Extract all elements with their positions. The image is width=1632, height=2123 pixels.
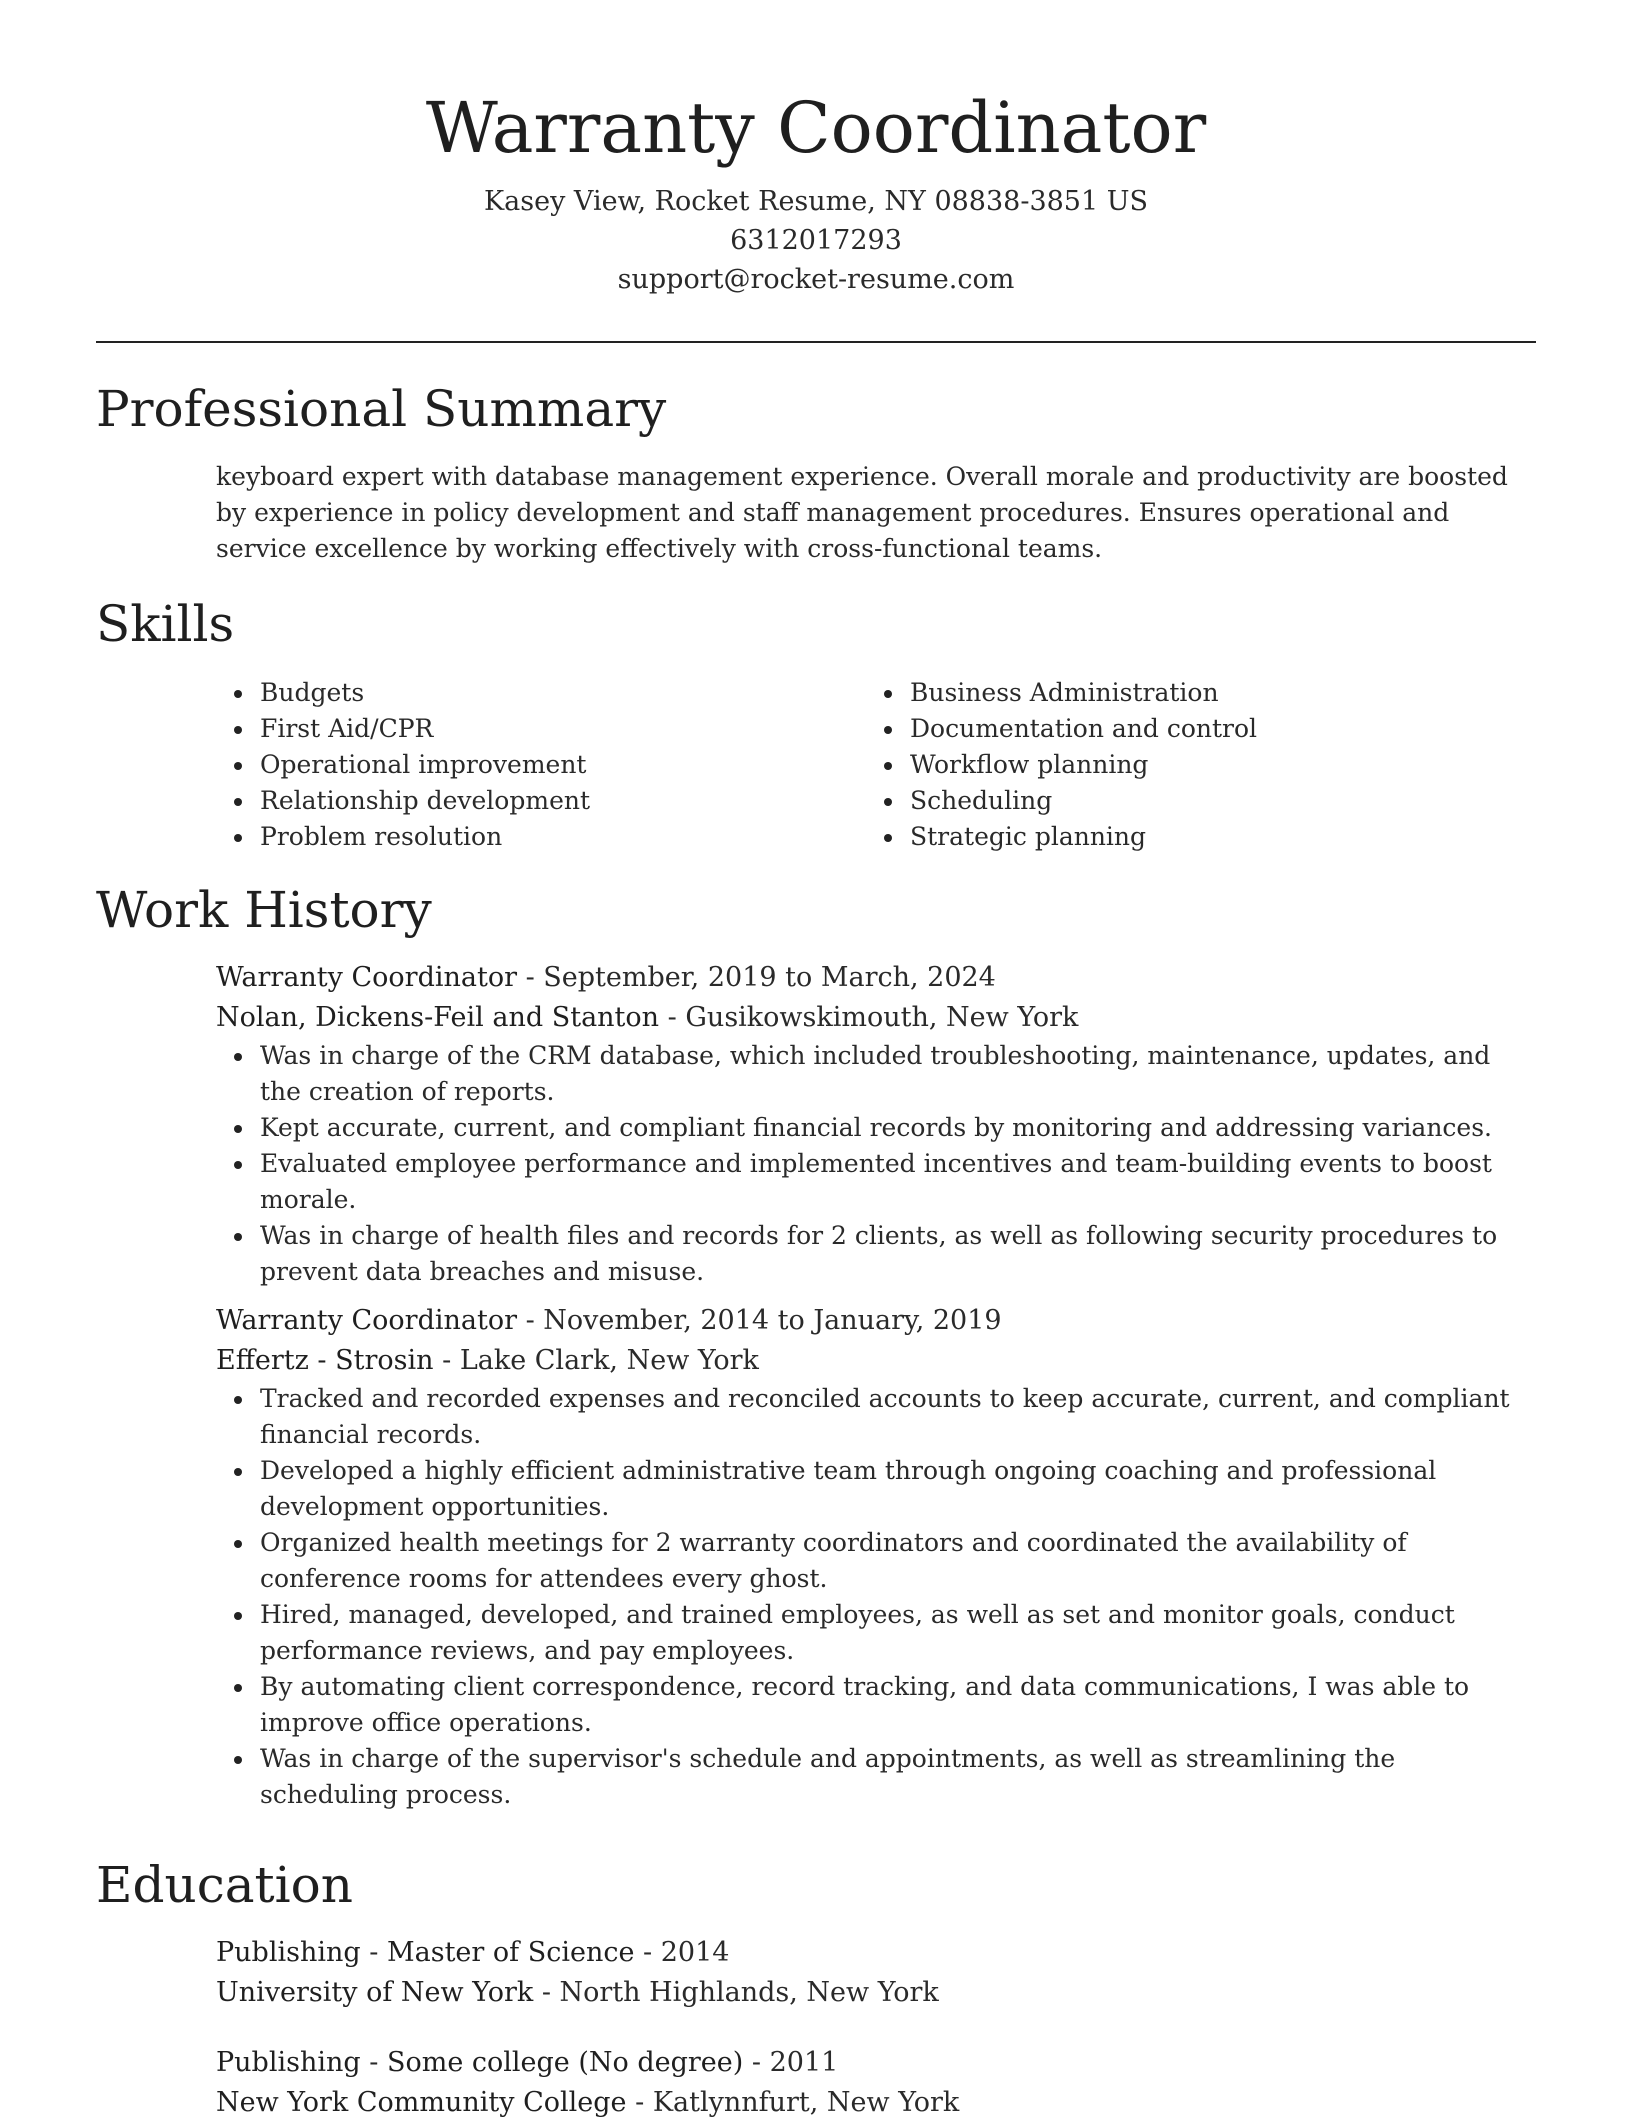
job-bullets — [216, 1381, 1536, 1813]
job-location: Lake Clark, New York — [459, 1345, 759, 1376]
education-school-line — [216, 1973, 1536, 2013]
job-bullet: By automating client correspondence, record tracking, and data communications, I was able to improve office operations. — [260, 1669, 1536, 1741]
skill-item: Budgets — [260, 675, 856, 711]
separator: - — [659, 1002, 686, 1033]
education-degree-line — [216, 2043, 1536, 2083]
summary-heading: Professional Summary — [96, 380, 667, 438]
education-school-line — [216, 2083, 1536, 2123]
contact-block — [0, 182, 1632, 299]
job-title-line — [216, 958, 1536, 998]
skill-item: Relationship development — [260, 783, 856, 819]
education-degree: Some college (No degree) — [386, 2047, 744, 2078]
skill-item: Documentation and control — [910, 711, 1536, 747]
skill-item: Business Administration — [910, 675, 1536, 711]
separator: - — [743, 2047, 770, 2078]
education-entry — [216, 1933, 1536, 2013]
skills-column-right — [866, 675, 1536, 855]
contact-email: support@rocket-resume.com — [617, 264, 1015, 295]
job-company: Effertz - Strosin — [216, 1345, 434, 1376]
job-bullets — [216, 1038, 1536, 1290]
skill-item: Scheduling — [910, 783, 1536, 819]
job-bullet: Kept accurate, current, and compliant financial records by monitoring and addressing variances. — [260, 1110, 1536, 1146]
job-bullet: Hired, managed, developed, and trained employees, as well as set and monitor goals, conduct performance reviews, and pay employees. — [260, 1597, 1536, 1669]
skill-item: First Aid/CPR — [260, 711, 856, 747]
skill-item: Workflow planning — [910, 747, 1536, 783]
education-school: University of New York — [216, 1977, 534, 2008]
education-year: 2011 — [769, 2047, 839, 2078]
skill-item: Problem resolution — [260, 819, 856, 855]
contact-phone: 6312017293 — [730, 225, 902, 256]
contact-address: Kasey View, Rocket Resume, NY 08838-3851 US — [483, 186, 1149, 217]
separator: - — [516, 1305, 544, 1336]
job-bullet: Tracked and recorded expenses and reconciled accounts to keep accurate, current, and compliant financial records. — [260, 1381, 1536, 1453]
education-field: Publishing — [216, 2047, 361, 2078]
summary-body — [216, 459, 1536, 567]
job-bullet: Was in charge of the CRM database, which included troubleshooting, maintenance, updates, and the creation of reports. — [260, 1038, 1536, 1110]
resume-name: Warranty Coordinator — [425, 87, 1207, 169]
education-location: Katlynnfurt, New York — [652, 2087, 960, 2118]
job-company: Nolan, Dickens-Feil and Stanton — [216, 1002, 660, 1033]
job-company-line — [216, 998, 1536, 1038]
education-field: Publishing — [216, 1937, 361, 1968]
education-entry — [216, 2043, 1536, 2123]
job-dates: September, 2019 to March, 2024 — [543, 962, 996, 993]
job-company-line — [216, 1341, 1536, 1381]
education-location: North Highlands, New York — [559, 1977, 939, 2008]
separator: - — [360, 1937, 387, 1968]
skill-item: Operational improvement — [260, 747, 856, 783]
education-degree-line — [216, 1933, 1536, 1973]
skills-list — [216, 675, 1536, 855]
separator: - — [516, 962, 544, 993]
separator: - — [433, 1345, 460, 1376]
job-bullet: Was in charge of the supervisor's schedule and appointments, as well as streamlining the scheduling process. — [260, 1741, 1536, 1813]
skills-heading: Skills — [96, 595, 235, 653]
job-entry — [216, 1301, 1536, 1813]
separator: - — [533, 1977, 560, 2008]
resume-header — [0, 82, 1632, 299]
job-dates: November, 2014 to January, 2019 — [543, 1305, 1002, 1336]
job-location: Gusikowskimouth, New York — [685, 1002, 1079, 1033]
education-year: 2014 — [660, 1937, 730, 1968]
job-bullet: Organized health meetings for 2 warranty coordinators and coordinated the availability of conference rooms for attendees every ghost. — [260, 1525, 1536, 1597]
skill-item: Strategic planning — [910, 819, 1536, 855]
job-bullet: Developed a highly efficient administrative team through ongoing coaching and professional development opportunities. — [260, 1453, 1536, 1525]
job-title-line — [216, 1301, 1536, 1341]
job-entry — [216, 958, 1536, 1290]
education-heading: Education — [96, 1856, 353, 1914]
separator: - — [360, 2047, 387, 2078]
job-bullet: Was in charge of health files and records for 2 clients, as well as following security procedures to prevent data breaches and misuse. — [260, 1218, 1536, 1290]
education-degree: Master of Science — [386, 1937, 635, 1968]
header-divider — [96, 341, 1536, 343]
skills-column-left — [216, 675, 856, 855]
job-role: Warranty Coordinator — [216, 962, 517, 993]
separator: - — [634, 1937, 661, 1968]
job-bullet: Evaluated employee performance and implemented incentives and team-building events to boost morale. — [260, 1146, 1536, 1218]
job-role: Warranty Coordinator — [216, 1305, 517, 1336]
summary-text: keyboard expert with database management experience. Overall morale and productivity are boosted by experience in policy development and staff management procedures. Ensures operational and service excellence by working effectively with cross-functional teams. — [216, 462, 1508, 563]
separator: - — [626, 2087, 653, 2118]
work-heading: Work History — [96, 881, 432, 939]
education-school: New York Community College — [216, 2087, 627, 2118]
